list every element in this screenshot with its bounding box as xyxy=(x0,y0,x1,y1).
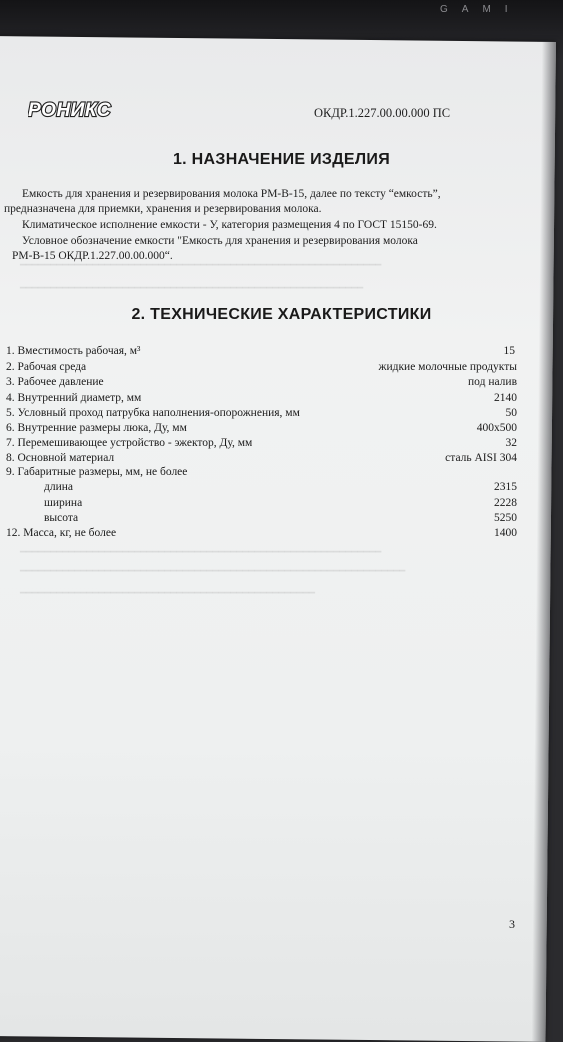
purpose-line-1: Емкость для хранения и резервирования молока РМ-В-15, далее по тексту “емкость”, xyxy=(22,188,441,200)
purpose-line-3: Климатическое исполнение емкости - У, категория размещения 4 по ГОСТ 15150-69. xyxy=(22,219,437,231)
spec-label: 8. Основной материал xyxy=(6,452,115,464)
spec-label: 5. Условный проход патрубка наполнения-опорожнения, мм xyxy=(6,407,300,419)
page-number: 3 xyxy=(509,917,515,931)
bleed-through-text: ━━━━━━━━━━━━━━━━━━━━━━━━━━━━━━━━━━━━━━━━━━━━━━━━━━━━━━━━━━━━━━━━ xyxy=(20,566,406,577)
logo-lettering: РОНИКС xyxy=(28,100,111,120)
spec-value: 50 xyxy=(505,407,517,419)
spec-value: 2140 xyxy=(494,392,517,404)
spec-value: 2228 xyxy=(494,497,517,509)
bleed-through-text: ━━━━━━━━━━━━━━━━━━━━━━━━━━━━━━━━━━━━━━━━━━━━━━━━━━━━━━━━━━━━ xyxy=(20,260,382,271)
bleed-through-text: ━━━━━━━━━━━━━━━━━━━━━━━━━━━━━━━━━━━━━━━━━━━━━━━━━ xyxy=(20,588,316,599)
purpose-line-5: РМ-В-15 ОКДР.1.227.00.00.000“. xyxy=(12,250,173,262)
spec-value: 5250 xyxy=(494,512,517,524)
spec-row xyxy=(0,345,563,360)
spec-row xyxy=(0,437,563,452)
spec-label: 4. Внутренний диаметр, мм xyxy=(6,392,142,404)
spec-row xyxy=(0,512,563,527)
spec-row xyxy=(0,497,563,512)
purpose-line-4: Условное обозначение емкости "Емкость для хранения и резервирования молока xyxy=(22,235,418,247)
spec-label: 2. Рабочая среда xyxy=(6,361,87,373)
purpose-line-2: предназначена для приемки, хранения и резервирования молока. xyxy=(4,203,322,215)
spec-label: 12. Масса, кг, не более xyxy=(6,527,117,539)
spec-value: 15 xyxy=(503,345,515,357)
spec-row xyxy=(0,481,563,496)
document-code: ОКДР.1.227.00.00.000 ПС xyxy=(314,106,451,120)
bleed-through-text: ━━━━━━━━━━━━━━━━━━━━━━━━━━━━━━━━━━━━━━━━━━━━━━━━━━━━━━━━━━━━ xyxy=(20,547,382,558)
spec-row xyxy=(0,527,563,542)
spec-label: высота xyxy=(44,512,79,524)
spec-row xyxy=(0,376,563,391)
spec-label: 9. Габаритные размеры, мм, не более xyxy=(6,466,188,478)
spec-row xyxy=(0,361,563,376)
spec-row xyxy=(0,452,563,467)
spec-value: 1400 xyxy=(494,527,517,539)
section-title-purpose: 1. НАЗНАЧЕНИЕ ИЗДЕЛИЯ xyxy=(172,151,391,168)
bleed-through-text: ━━━━━━━━━━━━━━━━━━━━━━━━━━━━━━━━━━━━━━━━━━━━━━━━━━━━━━━━━ xyxy=(20,283,364,294)
spec-row xyxy=(0,422,563,437)
spec-row xyxy=(0,407,563,422)
spec-row xyxy=(0,466,563,481)
spec-label: 7. Перемешивающее устройство - эжектор, Ду, мм xyxy=(6,437,253,449)
spec-label: 1. Вместимость рабочая, м³ xyxy=(6,345,141,357)
spec-label: 3. Рабочее давление xyxy=(6,376,104,388)
spec-value: 2315 xyxy=(494,481,517,493)
spec-label: 6. Внутренние размеры люка, Ду, мм xyxy=(6,422,187,434)
spec-value: 32 xyxy=(505,437,517,449)
spec-row xyxy=(0,392,563,407)
spec-value: под налив xyxy=(468,376,517,388)
background-device-lettering: GAMI xyxy=(440,4,522,15)
spec-label: ширина xyxy=(44,497,83,509)
spec-value: сталь AISI 304 xyxy=(445,452,517,464)
spec-label: длина xyxy=(44,481,74,493)
spec-value: жидкие молочные продукты xyxy=(378,361,517,373)
spec-value: 400x500 xyxy=(476,422,517,434)
section-title-specs: 2. ТЕХНИЧЕСКИЕ ХАРАКТЕРИСТИКИ xyxy=(131,306,432,323)
company-logo xyxy=(28,98,128,120)
